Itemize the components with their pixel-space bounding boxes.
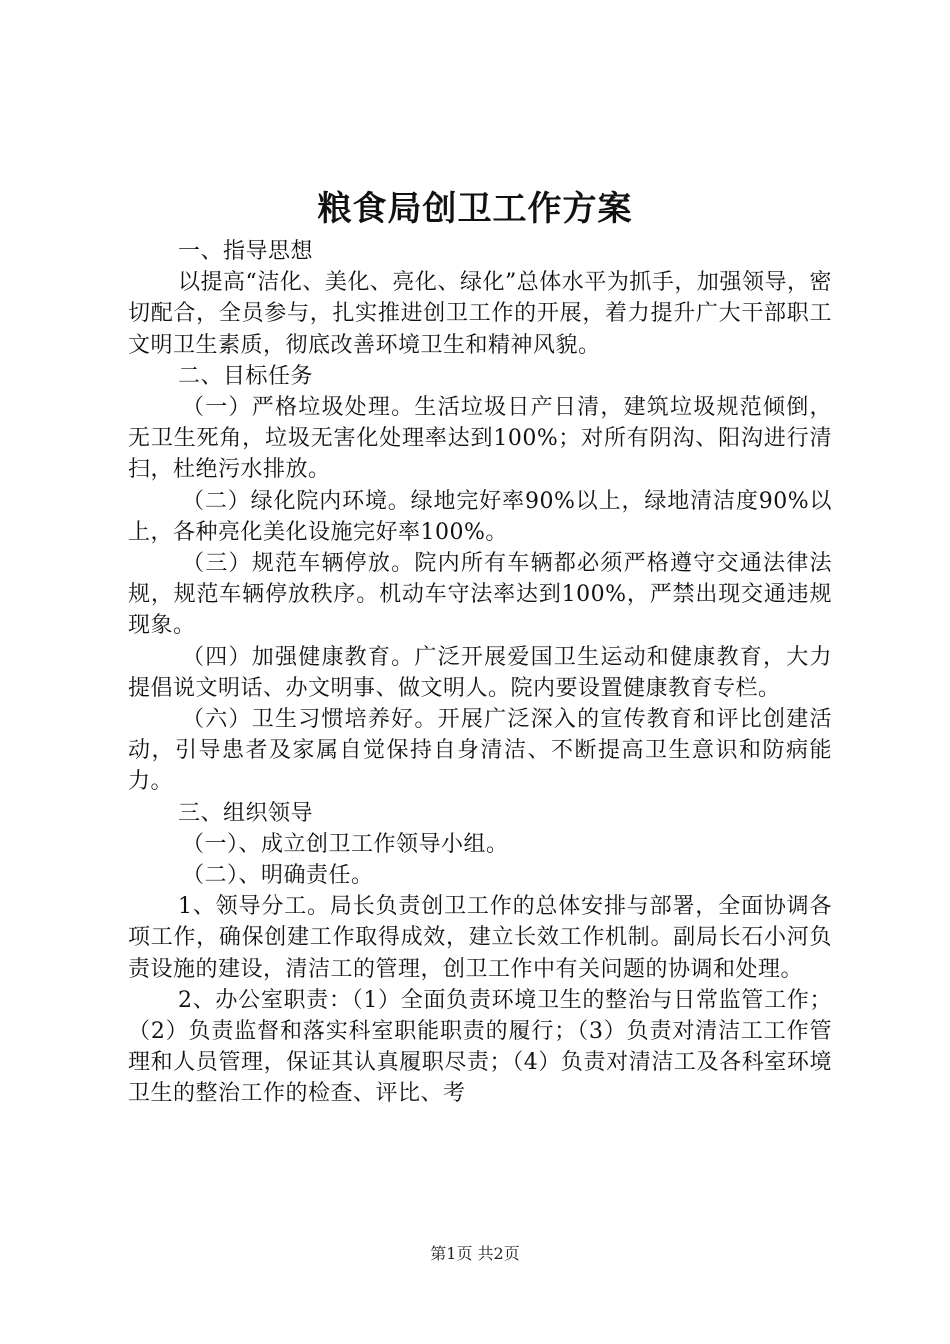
paragraph-goal-4: （四）加强健康教育。广泛开展爱国卫生运动和健康教育，大力提倡说文明话、办文明事、做文明人。院内要设置健康教育专栏。	[128, 644, 832, 701]
paragraph-org-2: （二）、明确责任。	[182, 863, 374, 889]
paragraph-guiding-ideology: 以提高“洁化、美化、亮化、绿化”总体水平为抓手，加强领导，密切配合，全员参与，扎实推进创卫工作的开展，着力提升广大干部职工文明卫生素质，彻底改善环境卫生和精神风貌。	[128, 270, 832, 358]
paragraph-leadership-division: 1、领导分工。局长负责创卫工作的总体安排与部署，全面协调各项工作，确保创建工作取得成效，建立长效工作机制。副局长石小河负责设施的建设，清洁工的管理，创卫工作中有关问题的协调和处理。	[128, 894, 832, 982]
paragraph-goal-6: （六）卫生习惯培养好。开展广泛深入的宣传教育和评比创建活动，引导患者及家属自觉保持自身清洁、不断提高卫生意识和防病能力。	[128, 707, 832, 795]
section-heading-goals: 二、目标任务	[178, 363, 314, 389]
section-heading-guiding-ideology: 一、指导思想	[178, 239, 314, 264]
section-heading-organization: 三、组织领导	[178, 800, 314, 826]
paragraph-goal-1: （一）严格垃圾处理。生活垃圾日产日清，建筑垃圾规范倾倒，无卫生死角，垃圾无害化处理率达到100%；对所有阴沟、阳沟进行清扫，杜绝污水排放。	[128, 395, 832, 483]
document-body	[128, 236, 832, 1110]
paragraph-office-duties: 2、办公室职责：（1）全面负责环境卫生的整治与日常监管工作；（2）负责监督和落实科室职能职责的履行；（3）负责对清洁工工作管理和人员管理，保证其认真履职尽责；（4）负责对清洁工及各科室环境卫生的整治工作的检查、评比、考	[128, 987, 832, 1107]
page-number-footer: 第1页 共2页	[430, 1244, 520, 1263]
paragraph-goal-3: （三）规范车辆停放。院内所有车辆都必须严格遵守交通法律法规，规范车辆停放秩序。机动车守法率达到100%，严禁出现交通违规现象。	[128, 551, 832, 639]
paragraph-org-1: （一）、成立创卫工作领导小组。	[182, 831, 509, 857]
document-title: 粮食局创卫工作方案	[317, 189, 633, 229]
paragraph-goal-2: （二）绿化院内环境。绿地完好率90%以上，绿地清洁度90%以上，各种亮化美化设施完好率100%。	[128, 488, 832, 545]
